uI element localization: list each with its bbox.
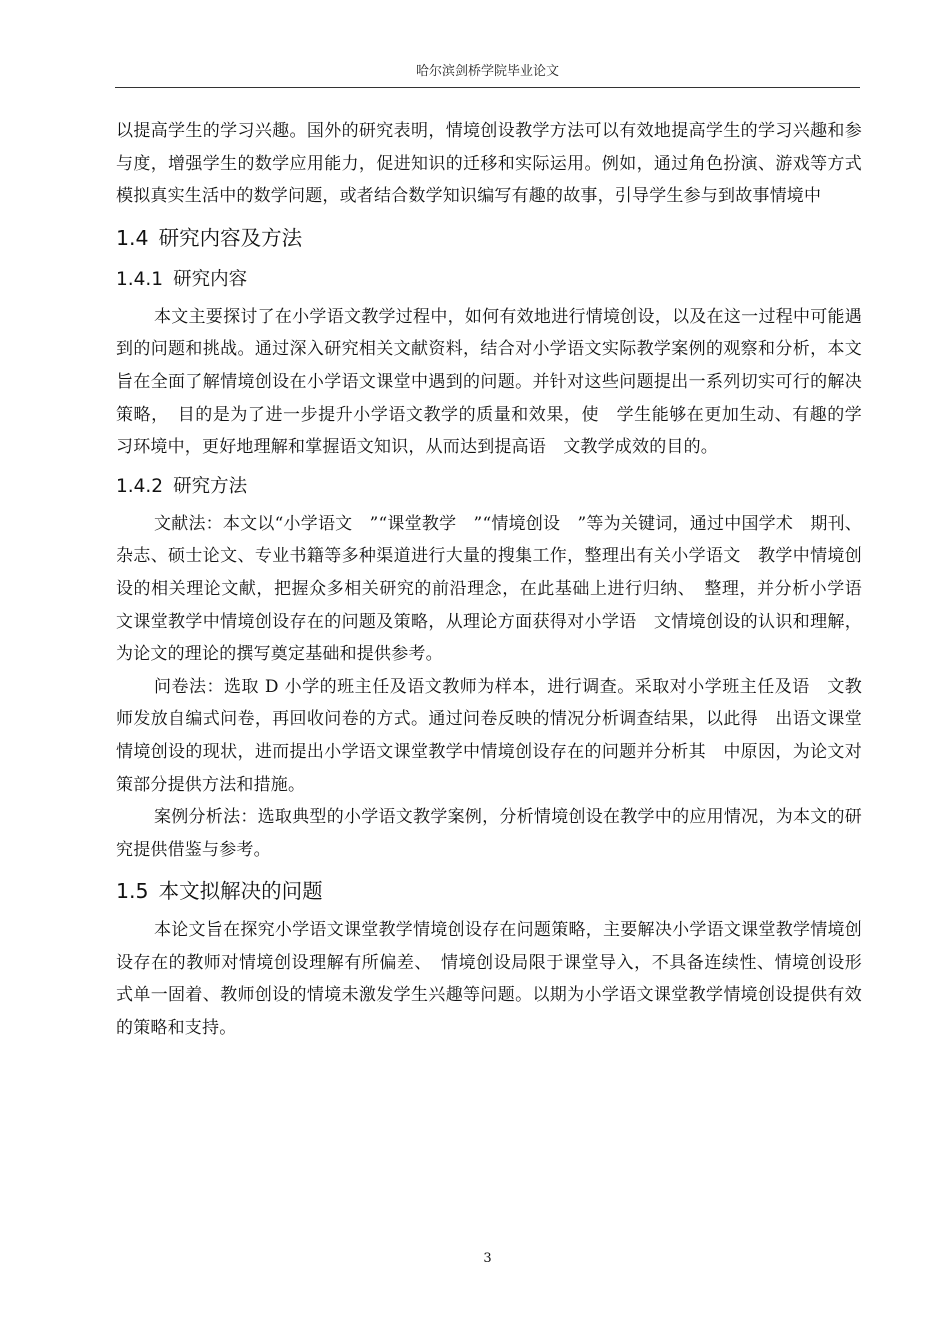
- intro-paragraph: 以提高学生的学习兴趣。国外的研究表明，情境创设教学方法可以有效地提高学生的学习兴趣和参与度，增强学生的数学应用能力，促进知识的迁移和实际运用。例如，通过角色扮演、游戏等方式模拟真实生活中的数学问题，或者结合数学知识编写有趣的故事，引导学生参与到故事情境中: [116, 121, 862, 207]
- research-content-paragraph: 本文主要探讨了在小学语文教学过程中，如何有效地进行情境创设，以及在这一过程中可能遇到的问题和挑战。通过深入研究相关文献资料，结合对小学语文实际教学案例的观察和分析，本文旨在全面了解情境创设在小学语文课堂中遇到的问题。并针对这些问题提出一系列切实可行的解决策略， 目的是为了进一步提升小学语文教学的质量和效果，使 学生能够在更加生动、有趣的学习环境中，更好地理解和掌握语文知识，从而达到提高语 文教学成效的目的。: [116, 306, 862, 458]
- problem-paragraph: 本论文旨在探究小学语文课堂教学情境创设存在问题策略，主要解决小学语文课堂教学情境创设存在的教师对情境创设理解有所偏差、 情境创设局限于课堂导入，不具备连续性、情境创设形式单一固着、教师创设的情境未激发学生兴趣等问题。以期为小学语文课堂教学情境创设提供有效的策略和支持。: [116, 920, 862, 1039]
- subsection-title: 研究方法: [173, 475, 248, 497]
- section-number: 1.5: [116, 879, 149, 904]
- section-heading-1-4: [116, 219, 862, 257]
- subsection-number: 1.4.2: [116, 475, 164, 497]
- section-number: 1.4: [116, 225, 149, 250]
- section-title: 本文拟解决的问题: [158, 879, 323, 904]
- case-analysis-paragraph: 案例分析法：选取典型的小学语文教学案例，分析情境创设在教学中的应用情况，为本文的研究提供借鉴与参考。: [116, 807, 862, 860]
- subsection-heading-1-4-1: [116, 261, 862, 299]
- section-title: 研究内容及方法: [158, 225, 303, 250]
- subsection-title: 研究内容: [173, 268, 248, 290]
- running-header: 哈尔滨剑桥学院毕业论文: [115, 60, 860, 88]
- page-number: 3: [483, 1251, 492, 1266]
- subsection-number: 1.4.1: [116, 268, 164, 290]
- body-content: [116, 115, 862, 1045]
- subsection-heading-1-4-2: [116, 468, 862, 506]
- literature-method-paragraph: 文献法：本文以“小学语文 ”“课堂教学 ”“情境创设 ”等为关键词，通过中国学术 期刊、杂志、硕士论文、专业书籍等多种渠道进行大量的搜集工作，整理出有关小学语文 教学中情境创设的相关理论文献，把握众多相关研究的前沿理念，在此基础上进行归纳、 整理，并分析小学语文课堂教学中情境创设存在的问题及策略，从理论方面获得对小学语 文情境创设的认识和理解，为论文的理论的撰写奠定基础和提供参考。: [116, 513, 862, 665]
- section-heading-1-5: [116, 872, 862, 910]
- questionnaire-method-paragraph: 问卷法：选取 D 小学的班主任及语文教师为样本，进行调查。采取对小学班主任及语 文教师发放自编式问卷，再回收问卷的方式。通过问卷反映的情况分析调查结果，以此得 出语文课堂情境创设的现状，进而提出小学语文课堂教学中情境创设存在的问题并分析其 中原因，为论文对策部分提供方法和措施。: [116, 676, 862, 795]
